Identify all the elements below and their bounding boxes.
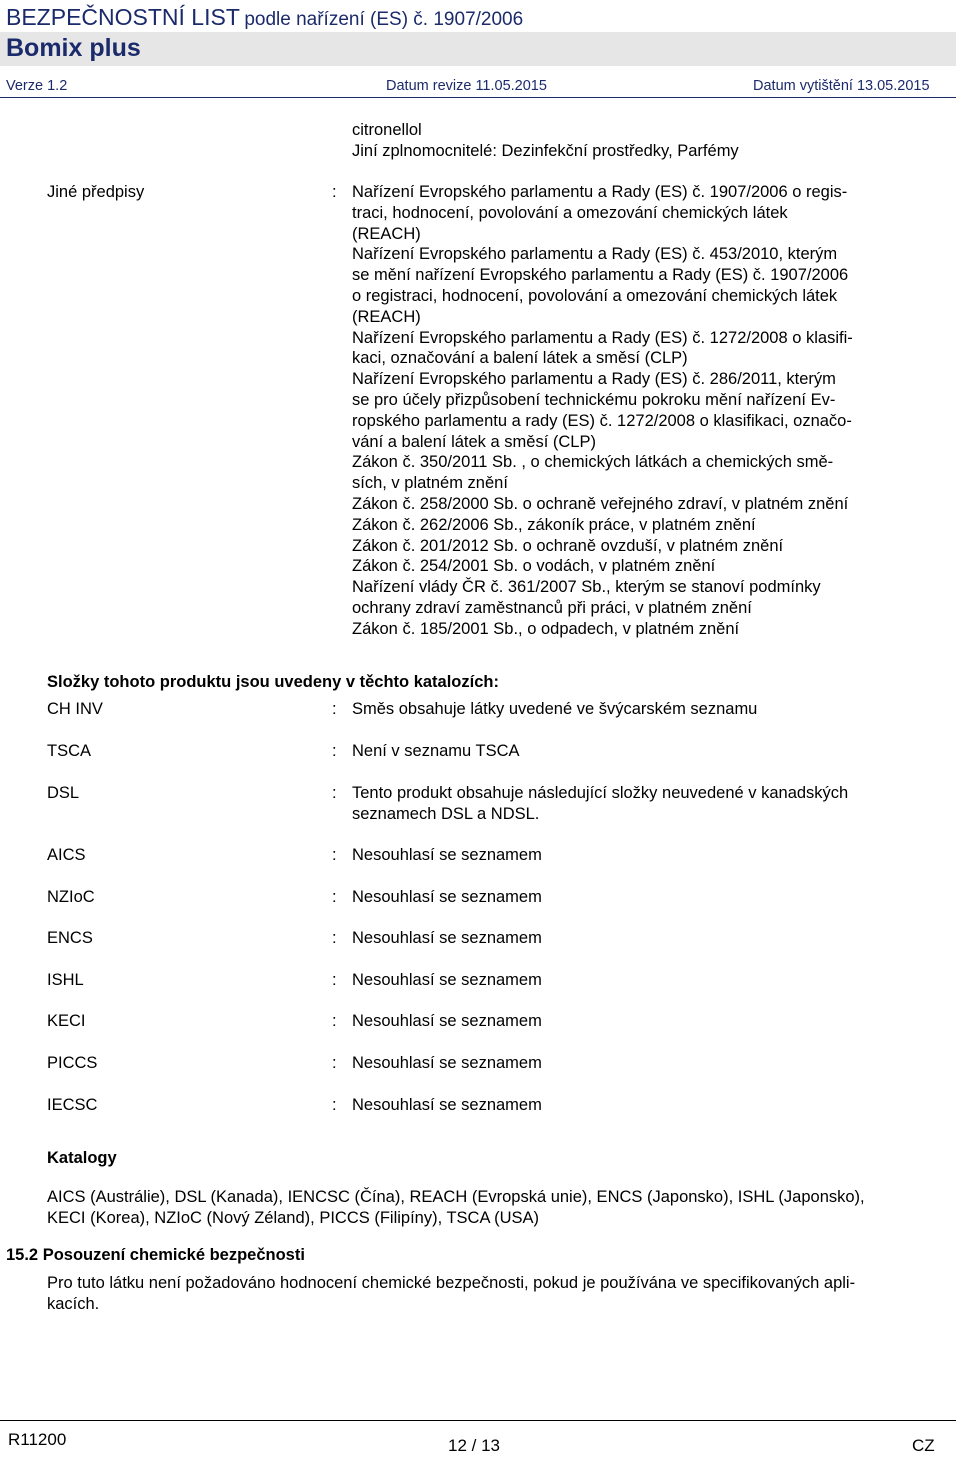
inventory-value: Směs obsahuje látky uvedené ve švýcarském seznamu xyxy=(352,700,758,718)
catalogs-line: AICS (Austrálie), DSL (Kanada), IENCSC (Čína), REACH (Evropská unie), ENCS (Japonsko), ISHL (Japonsko), xyxy=(47,1188,865,1206)
separator-colon: : xyxy=(332,183,337,201)
separator-colon: : xyxy=(332,1054,337,1072)
document-code: R11200 xyxy=(8,1430,67,1449)
regulation-line: (REACH) xyxy=(352,224,421,243)
inventory-value: Nesouhlasí se seznamem xyxy=(352,971,542,989)
regulation-line: o registraci, hodnocení, povolování a omezování chemických látek xyxy=(352,286,838,305)
product-bar xyxy=(0,32,956,66)
inventory-label: CH INV xyxy=(47,700,103,718)
catalogs-heading: Katalogy xyxy=(47,1149,117,1167)
separator-colon: : xyxy=(332,742,337,760)
inventory-label: ENCS xyxy=(47,929,93,947)
section-15-2-heading: 15.2 Posouzení chemické bezpečnosti xyxy=(6,1246,305,1264)
continuation-line: citronellol xyxy=(352,121,422,139)
inventory-label: ISHL xyxy=(47,971,84,989)
regulation-line: Nařízení Evropského parlamentu a Rady (ES) č. 1272/2008 o klasifi- xyxy=(352,328,853,347)
page-number: 12 / 13 xyxy=(448,1436,500,1455)
continuation-line: Jiní zplnomocnitelé: Dezinfekční prostředky, Parfémy xyxy=(352,141,739,160)
inventory-value: Nesouhlasí se seznamem xyxy=(352,1054,542,1072)
inventory-value: Není v seznamu TSCA xyxy=(352,742,520,760)
regulation-line: Nařízení Evropského parlamentu a Rady (ES) č. 1907/2006 o regis- xyxy=(352,183,848,201)
other-regulations-label: Jiné předpisy xyxy=(47,183,145,201)
separator-colon: : xyxy=(332,700,337,718)
regulation-line: Nařízení vlády ČR č. 361/2007 Sb., kterým se stanoví podmínky xyxy=(352,578,821,597)
language-code: CZ xyxy=(912,1436,935,1455)
regulation-line: kaci, označování a balení látek a směsí (CLP) xyxy=(352,349,688,368)
section-15-2-text xyxy=(47,1273,947,1315)
regulation-line: ochrany zdraví zaměstnanců při práci, v platném znění xyxy=(352,598,752,617)
inventory-value: Nesouhlasí se seznamem xyxy=(352,888,542,906)
title-main: BEZPEČNOSTNÍ LIST xyxy=(6,4,240,30)
separator-colon: : xyxy=(332,784,337,802)
regulation-line: Nařízení Evropského parlamentu a Rady (ES) č. 453/2010, kterým xyxy=(352,245,838,264)
regulation-line: Zákon č. 350/2011 Sb. , o chemických látkách a chemických smě- xyxy=(352,453,834,472)
regulation-line: Zákon č. 262/2006 Sb., zákoník práce, v platném znění xyxy=(352,515,756,534)
separator-colon: : xyxy=(332,888,337,906)
separator-colon: : xyxy=(332,846,337,864)
title-sub: podle nařízení (ES) č. 1907/2006 xyxy=(244,9,524,30)
inventory-label: DSL xyxy=(47,784,80,802)
regulation-line: Zákon č. 185/2001 Sb., o odpadech, v platném znění xyxy=(352,619,740,638)
inventories-heading: Složky tohoto produktu jsou uvedeny v těchto katalozích: xyxy=(47,673,499,691)
regulation-line: vání a balení látek a směsí (CLP) xyxy=(352,432,596,451)
inventory-label: NZIoC xyxy=(47,888,95,906)
regulation-line: traci, hodnocení, povolování a omezování chemických látek xyxy=(352,203,788,222)
inventory-label: IECSC xyxy=(47,1096,98,1114)
regulation-line: Zákon č. 258/2000 Sb. o ochraně veřejného zdraví, v platném znění xyxy=(352,494,849,513)
separator-colon: : xyxy=(332,971,337,989)
section-15-2-line: kacích. xyxy=(47,1294,100,1313)
continuation-text xyxy=(352,120,739,162)
separator-colon: : xyxy=(332,929,337,947)
catalogs-line: KECI (Korea), NZIoC (Nový Zéland), PICCS (Filipíny), TSCA (USA) xyxy=(47,1208,540,1227)
inventory-value: seznamech DSL a NDSL. xyxy=(352,805,540,823)
regulation-line: se pro účely přizpůsobení technickému pokroku mění nařízení Ev- xyxy=(352,390,836,409)
revision-date: Datum revize 11.05.2015 xyxy=(386,78,547,94)
header-divider xyxy=(0,97,956,98)
inventory-value: Nesouhlasí se seznamem xyxy=(352,929,542,947)
inventory-value: Nesouhlasí se seznamem xyxy=(352,846,542,864)
inventory-value: Nesouhlasí se seznamem xyxy=(352,1096,542,1114)
regulation-line: Zákon č. 254/2001 Sb. o vodách, v platném znění xyxy=(352,557,716,576)
footer-divider xyxy=(0,1420,956,1421)
inventory-label: AICS xyxy=(47,846,86,864)
regulation-line: se mění nařízení Evropského parlamentu a Rady (ES) č. 1907/2006 xyxy=(352,266,849,285)
inventory-value: Nesouhlasí se seznamem xyxy=(352,1012,542,1030)
separator-colon: : xyxy=(332,1096,337,1114)
inventory-label: KECI xyxy=(47,1012,86,1030)
regulation-line: (REACH) xyxy=(352,307,421,326)
separator-colon: : xyxy=(332,1012,337,1030)
version-row xyxy=(0,78,956,96)
section-15-2-line: Pro tuto látku není požadováno hodnocení chemické bezpečnosti, pokud je používána ve specifikovaných apli- xyxy=(47,1274,856,1292)
document-title xyxy=(6,4,523,31)
other-regulations-list xyxy=(352,182,853,640)
regulation-line: sích, v platném znění xyxy=(352,474,508,493)
product-name: Bomix plus xyxy=(6,34,141,62)
catalogs-text xyxy=(47,1187,947,1229)
regulation-line: Nařízení Evropského parlamentu a Rady (ES) č. 286/2011, kterým xyxy=(352,370,836,389)
version: Verze 1.2 xyxy=(6,78,68,94)
inventory-label: TSCA xyxy=(47,742,92,760)
print-date: Datum vytištění 13.05.2015 xyxy=(753,78,930,94)
inventory-value: Tento produkt obsahuje následující složky neuvedené v kanadských xyxy=(352,784,849,802)
inventory-label: PICCS xyxy=(47,1054,98,1072)
regulation-line: Zákon č. 201/2012 Sb. o ochraně ovzduší, v platném znění xyxy=(352,536,784,555)
regulation-line: ropského parlamentu a rady (ES) č. 1272/2008 o klasifikaci, označo- xyxy=(352,411,852,430)
